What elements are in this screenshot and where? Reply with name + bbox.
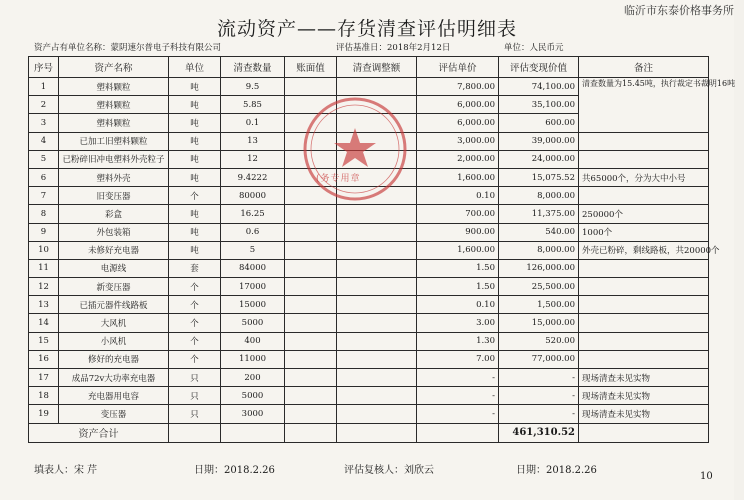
assessed-value-cell: - [499, 387, 579, 405]
book-value-cell [285, 405, 337, 423]
unit-price-cell: - [417, 369, 499, 387]
remark-cell: 现场清查未见实物 [579, 369, 709, 387]
reviewer-label: 评估复核人：刘欣云 [344, 465, 434, 476]
asset-name: 塑料外壳 [59, 168, 169, 186]
adjustment-cell [337, 187, 417, 205]
unit-price-cell: 7,800.00 [417, 78, 499, 96]
adjustment-cell [337, 405, 417, 423]
table-row [29, 150, 709, 168]
unit-price-cell: 7.00 [417, 350, 499, 368]
asset-name: 小风机 [59, 332, 169, 350]
asset-name: 大风机 [59, 314, 169, 332]
table-row [29, 405, 709, 423]
table-row [29, 132, 709, 150]
book-value-cell [285, 150, 337, 168]
assessed-value-cell: 77,000.00 [499, 350, 579, 368]
unit-cell: 只 [169, 369, 221, 387]
unit-price-cell: 1.50 [417, 278, 499, 296]
row-number: 13 [29, 296, 59, 314]
col-header: 清查调整额 [337, 57, 417, 78]
empty-cell [417, 423, 499, 442]
total-value: 461,310.52 [499, 423, 579, 442]
adjustment-cell [337, 369, 417, 387]
quantity-cell: 12 [221, 150, 285, 168]
unit-cell: 吨 [169, 132, 221, 150]
remark-cell [579, 150, 709, 168]
empty-cell [285, 423, 337, 442]
col-header: 资产名称 [59, 57, 169, 78]
remark-cell [579, 332, 709, 350]
quantity-cell: 5 [221, 241, 285, 259]
quantity-cell: 9.5 [221, 78, 285, 96]
book-value-cell [285, 187, 337, 205]
review-date: 日期：2018.2.26 [516, 465, 597, 476]
unit-price-cell: 6,000.00 [417, 114, 499, 132]
assessed-value-cell: 35,100.00 [499, 96, 579, 114]
book-value-cell [285, 96, 337, 114]
adjustment-cell [337, 205, 417, 223]
row-number: 19 [29, 405, 59, 423]
quantity-cell: 0.6 [221, 223, 285, 241]
row-number: 6 [29, 168, 59, 186]
page-number: 10 [700, 471, 713, 482]
book-value-cell [285, 132, 337, 150]
currency-unit-label: 单位：人民币元 [504, 43, 564, 53]
remark-cell: 清查数量为15.45吨，执行裁定书裁明16吨 [579, 78, 709, 133]
book-value-cell [285, 241, 337, 259]
book-value-cell [285, 314, 337, 332]
adjustment-cell [337, 78, 417, 96]
adjustment-cell [337, 223, 417, 241]
quantity-cell: 84000 [221, 259, 285, 277]
remark-cell [579, 132, 709, 150]
row-number: 14 [29, 314, 59, 332]
unit-cell: 只 [169, 387, 221, 405]
inventory-table [28, 56, 736, 443]
book-value-cell [285, 296, 337, 314]
assessed-value-cell: 74,100.00 [499, 78, 579, 96]
unit-cell: 个 [169, 278, 221, 296]
row-number: 1 [29, 78, 59, 96]
table-row [29, 314, 709, 332]
quantity-cell: 400 [221, 332, 285, 350]
table-row [29, 369, 709, 387]
asset-name: 彩盒 [59, 205, 169, 223]
remark-cell [579, 278, 709, 296]
row-number: 2 [29, 96, 59, 114]
remark-cell: 现场清查未见实物 [579, 405, 709, 423]
asset-name: 塑料颗粒 [59, 78, 169, 96]
book-value-cell [285, 387, 337, 405]
remark-cell [579, 296, 709, 314]
asset-name: 塑料颗粒 [59, 114, 169, 132]
table-row [29, 259, 709, 277]
book-value-cell [285, 350, 337, 368]
asset-name: 已粉碎旧冲电塑料外壳粒子 [59, 150, 169, 168]
quantity-cell: 80000 [221, 187, 285, 205]
total-row [29, 423, 709, 442]
empty-cell [221, 423, 285, 442]
assessed-value-cell: 600.00 [499, 114, 579, 132]
asset-name: 未修好充电器 [59, 241, 169, 259]
quantity-cell: 5000 [221, 314, 285, 332]
quantity-cell: 16.25 [221, 205, 285, 223]
quantity-cell: 13 [221, 132, 285, 150]
row-number: 10 [29, 241, 59, 259]
col-header: 账面值 [285, 57, 337, 78]
adjustment-cell [337, 314, 417, 332]
book-value-cell [285, 205, 337, 223]
asset-name: 充电器用电容 [59, 387, 169, 405]
unit-price-cell: 0.10 [417, 187, 499, 205]
unit-cell: 吨 [169, 205, 221, 223]
unit-price-cell: 1,600.00 [417, 168, 499, 186]
empty-cell [169, 423, 221, 442]
row-number: 12 [29, 278, 59, 296]
asset-name: 已加工旧塑料颗粒 [59, 132, 169, 150]
adjustment-cell [337, 387, 417, 405]
table-row [29, 296, 709, 314]
book-value-cell [285, 114, 337, 132]
adjustment-cell [337, 114, 417, 132]
asset-name: 电源线 [59, 259, 169, 277]
row-number: 18 [29, 387, 59, 405]
col-header: 备注 [579, 57, 709, 78]
asset-name: 新变压器 [59, 278, 169, 296]
quantity-cell: 3000 [221, 405, 285, 423]
quantity-cell: 5.85 [221, 96, 285, 114]
assessed-value-cell: 11,375.00 [499, 205, 579, 223]
book-value-cell [285, 78, 337, 96]
adjustment-cell [337, 296, 417, 314]
table-row [29, 205, 709, 223]
asset-name: 已插元器件线路板 [59, 296, 169, 314]
unit-price-cell: 900.00 [417, 223, 499, 241]
quantity-cell: 200 [221, 369, 285, 387]
assessed-value-cell: 15,075.52 [499, 168, 579, 186]
unit-price-cell: 6,000.00 [417, 96, 499, 114]
table-row [29, 78, 709, 96]
unit-price-cell: 2,000.00 [417, 150, 499, 168]
assessed-value-cell: 39,000.00 [499, 132, 579, 150]
table-row [29, 241, 709, 259]
asset-name: 塑料颗粒 [59, 96, 169, 114]
table-header-row [29, 57, 709, 78]
assessed-value-cell: 25,500.00 [499, 278, 579, 296]
fill-date: 日期：2018.2.26 [194, 465, 275, 476]
assessed-value-cell: 126,000.00 [499, 259, 579, 277]
table-row [29, 223, 709, 241]
table-row [29, 168, 709, 186]
unit-cell: 个 [169, 187, 221, 205]
filler-label: 填表人：宋 芹 [34, 465, 98, 476]
quantity-cell: 0.1 [221, 114, 285, 132]
remark-cell [579, 259, 709, 277]
unit-cell: 个 [169, 314, 221, 332]
assessed-value-cell: 8,000.00 [499, 241, 579, 259]
asset-name: 变压器 [59, 405, 169, 423]
book-value-cell [285, 259, 337, 277]
row-number: 9 [29, 223, 59, 241]
remark-cell [579, 350, 709, 368]
adjustment-cell [337, 132, 417, 150]
col-header: 清查数量 [221, 57, 285, 78]
assessed-value-cell: 15,000.00 [499, 314, 579, 332]
col-header: 评估变现价值 [499, 57, 579, 78]
unit-price-cell: - [417, 405, 499, 423]
quantity-cell: 11000 [221, 350, 285, 368]
unit-price-cell: 1.30 [417, 332, 499, 350]
asset-name: 外包装箱 [59, 223, 169, 241]
unit-cell: 吨 [169, 78, 221, 96]
total-label: 资产合计 [29, 423, 169, 442]
asset-name: 修好的充电器 [59, 350, 169, 368]
unit-price-cell: 3,000.00 [417, 132, 499, 150]
book-value-cell [285, 369, 337, 387]
adjustment-cell [337, 241, 417, 259]
row-number: 3 [29, 114, 59, 132]
row-number: 11 [29, 259, 59, 277]
owner-label: 资产占有单位名称：蒙阴速尔普电子科技有限公司 [34, 43, 222, 53]
col-header: 评估单价 [417, 57, 499, 78]
row-number: 15 [29, 332, 59, 350]
table-row [29, 187, 709, 205]
unit-cell: 吨 [169, 168, 221, 186]
empty-cell [579, 423, 709, 442]
remark-cell: 1000个 [579, 223, 709, 241]
unit-cell: 吨 [169, 150, 221, 168]
unit-cell: 个 [169, 332, 221, 350]
remark-cell: 外壳已粉碎，剩线路板，共20000个 [579, 241, 709, 259]
adjustment-cell [337, 332, 417, 350]
row-number: 16 [29, 350, 59, 368]
quantity-cell: 15000 [221, 296, 285, 314]
assessed-value-cell: 8,000.00 [499, 187, 579, 205]
row-number: 17 [29, 369, 59, 387]
quantity-cell: 17000 [221, 278, 285, 296]
unit-price-cell: 3.00 [417, 314, 499, 332]
seal-text: (务专用章 [316, 174, 361, 184]
adjustment-cell [337, 96, 417, 114]
unit-price-cell: 1,600.00 [417, 241, 499, 259]
remark-cell: 现场清查未见实物 [579, 387, 709, 405]
remark-cell [579, 187, 709, 205]
book-value-cell [285, 332, 337, 350]
unit-cell: 套 [169, 259, 221, 277]
assessed-value-cell: 24,000.00 [499, 150, 579, 168]
table-row [29, 332, 709, 350]
book-value-cell [285, 278, 337, 296]
unit-price-cell: - [417, 387, 499, 405]
asset-name: 成品72v大功率充电器 [59, 369, 169, 387]
row-number: 7 [29, 187, 59, 205]
empty-cell [337, 423, 417, 442]
col-header: 单位 [169, 57, 221, 78]
asset-name: 旧变压器 [59, 187, 169, 205]
unit-cell: 吨 [169, 223, 221, 241]
unit-cell: 个 [169, 350, 221, 368]
remark-cell [579, 314, 709, 332]
quantity-cell: 9.4222 [221, 168, 285, 186]
col-header: 序号 [29, 57, 59, 78]
unit-cell: 吨 [169, 241, 221, 259]
remark-cell: 250000个 [579, 205, 709, 223]
assessed-value-cell: 540.00 [499, 223, 579, 241]
adjustment-cell [337, 150, 417, 168]
unit-cell: 吨 [169, 96, 221, 114]
book-value-cell [285, 223, 337, 241]
assessed-value-cell: 1,500.00 [499, 296, 579, 314]
unit-cell: 吨 [169, 114, 221, 132]
unit-price-cell: 700.00 [417, 205, 499, 223]
table-body [29, 78, 736, 443]
table-row [29, 387, 709, 405]
adjustment-cell [337, 278, 417, 296]
meta-row [34, 41, 716, 55]
page-title: 流动资产——存货清查评估明细表 [216, 18, 517, 40]
unit-price-cell: 1.50 [417, 259, 499, 277]
unit-cell: 只 [169, 405, 221, 423]
row-number: 4 [29, 132, 59, 150]
assessed-value-cell: - [499, 405, 579, 423]
unit-cell: 个 [169, 296, 221, 314]
quantity-cell: 5000 [221, 387, 285, 405]
table-row [29, 350, 709, 368]
adjustment-cell [337, 259, 417, 277]
row-number: 5 [29, 150, 59, 168]
row-number: 8 [29, 205, 59, 223]
unit-price-cell: 0.10 [417, 296, 499, 314]
table-row [29, 278, 709, 296]
assessed-value-cell: 520.00 [499, 332, 579, 350]
remark-cell: 共65000个，分为大中小号 [579, 168, 709, 186]
adjustment-cell [337, 350, 417, 368]
assessed-value-cell: - [499, 369, 579, 387]
footer [34, 461, 724, 475]
base-date-label: 评估基准日：2018年2月12日 [336, 43, 451, 53]
firm-name-header: 临沂市东泰价格事务所 [624, 4, 734, 17]
